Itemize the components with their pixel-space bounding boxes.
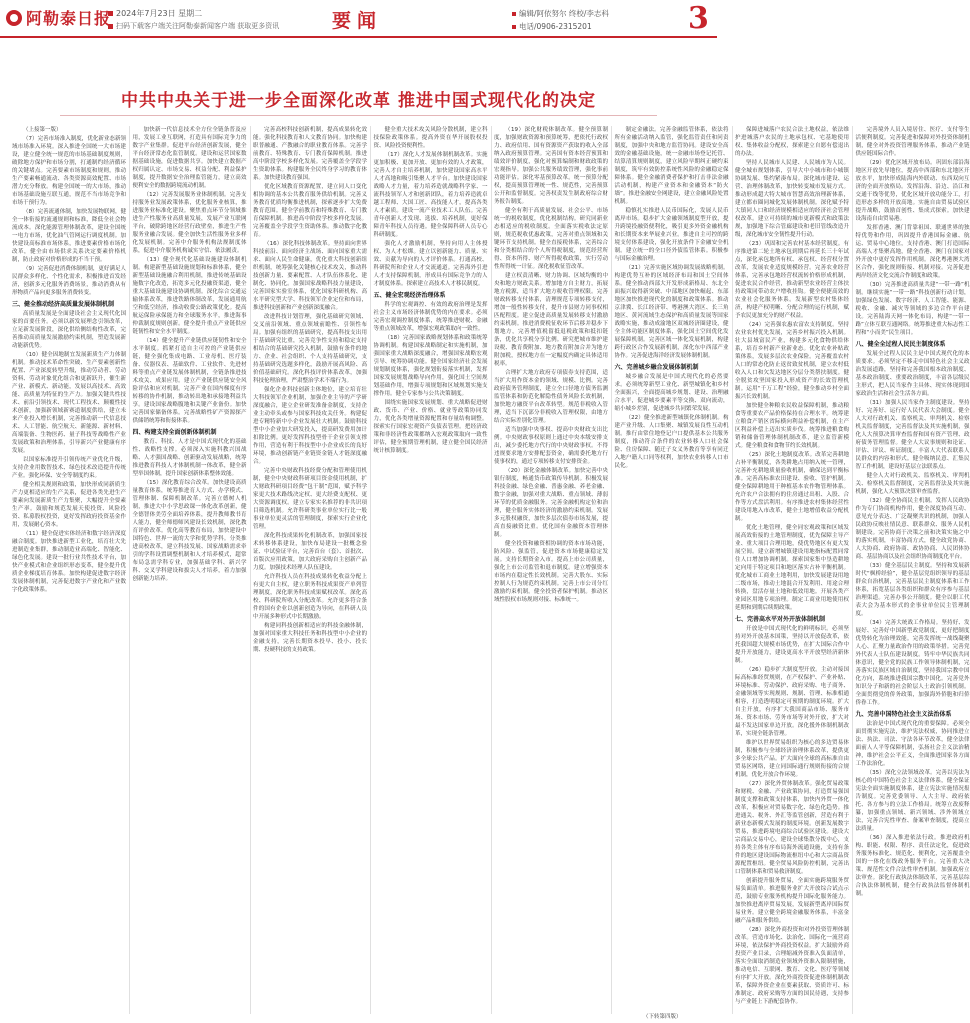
issue-date: 2024年7月23日 星期二	[108, 8, 202, 19]
section-subheading: 九、完善中国特色社会主义法治体系	[855, 711, 952, 718]
article-column	[615, 126, 729, 1014]
paragraph: 加快健全种粮农民收益保障机制，推动粮食等重要农产品价格保持在合理水平。统筹建立粮食产销区省际横向利益补偿机制，在主产区利益补偿上迈出实质步伐。统筹推进粮食购销和储备管理体制机制改革，建立监管新模式。健全粮食和食物节约长效机制。	[735, 403, 849, 449]
headline-divider	[60, 115, 657, 116]
paragraph: （35）深化立法领域改革。完善以宪法为核心的中国特色社会主义法律体系，健全保证宪法全面实施制度体系，建立宪法实施情况报告制度。完善党委领导、人大主导、政府依托、各方参与的立法工作格局。统筹立改废释纂，加强重点领域、新兴领域、涉外领域立法，完善合宪性审查、备案审查制度，提高立法质量。	[855, 770, 970, 832]
paragraph: 合理扩大地方政府专项债券支持范围，适当扩大用作资本金的领域、规模、比例。完善政府债务管理制度，建立全口径地方债务监测监管体系和防范化解隐性债务风险长效机制，加快地方融资平台改革转型。规范非税收入管理，适当下沉部分非税收入管理权限，由地方结合实际差别化管理。	[494, 370, 608, 424]
article-column	[253, 126, 367, 1014]
paragraph: （15）深化教育综合改革。加快建设高质量教育体系，统筹推进育人方式、办学模式、管理体制、保障机制改革。完善立德树人机制，推进大中小学思政课一体化改革创新，健全德智体美劳全面培养体系，提升教师教书育人能力，健全师德师风建设长效机制，深化教育评价改革。优化高等教育布局，加快建设中国特色、世界一流的大学和优势学科。分类推进高校改革，建立科技发展、国家战略需求牵引的学科设置调整机制和人才培养模式，超常布局急需学科专业，加强基础学科、新兴学科、交叉学科建设和拔尖人才培养，着力加强创新能力培养。	[132, 480, 247, 582]
paragraph: 高质量发展是全面建设社会主义现代化国家的首要任务。必须以新发展理念引领改革，立足新发展阶段，深化供给侧结构性改革，完善推动高质量发展激励约束机制，塑造发展新动能新优势。	[12, 311, 126, 349]
paragraph: 发展全过程人民民主是中国式现代化的本质要求。必须坚定不移走中国特色社会主义政治发展道路，坚持和完善我国根本政治制度、基本政治制度、重要政治制度，丰富各层级民主形式，把人民当家作主具体、现实体现到国家政治生活和社会生活各方面。	[855, 351, 970, 397]
paragraph: 城乡融合发展是中国式现代化的必然要求。必须统筹新型工业化、新型城镇化和乡村全面振兴，全面提高城乡规划、建设、治理融合水平，促进城乡要素平等交换、双向流动，缩小城乡差别，促进城乡共同繁荣发展。	[614, 374, 729, 412]
logo-emblem-icon	[6, 10, 22, 26]
paragraph: （13）健全现代化基础设施建设体制机制。构建新型基础设施规划和标准体系，健全新型基础设施融合利用机制，推进传统基础设施数字化改造，拓宽多元化投融资渠道，健全重大基础设施建设协调机制。深化综合交通运输体系改革，推进铁路体制改革，发展通用航空和低空经济，推动收费公路政策优化。提高航运保险承保能力和全球服务水平，推进海事仲裁制度规则创新。健全提升重点产业链供应链韧性和安全水平制度。	[132, 257, 247, 335]
newspaper-logo	[6, 6, 111, 29]
section-subheading: 四、构建支持全面创新体制机制	[132, 429, 217, 436]
paragraph: 法治是中国式现代化的重要保障。必须全面贯彻实施宪法，维护宪法权威，协同推进立法、执法、司法、守法各环节改革，健全法律面前人人平等保障机制，弘扬社会主义法治精神，维护社会公平正义，全面推进国家各方面工作法治化。	[855, 721, 970, 767]
paragraph: （24）完善强农惠农富农支持制度。坚持农业农村优先发展，完善乡村振兴投入机制。壮大县域富民产业，构建多元化食物供给体系，培育乡村新产业新业态。优化农业补贴政策体系，发展多层次农业保险。完善覆盖农村人口的常态化防止返贫致贫机制，建立农村低收入人口和欠发达地区分层分类帮扶制度。健全脱贫攻坚国家投入形成资产的长效管理机制。运用“千万工程”经验，健全推动乡村全面振兴长效机制。	[735, 322, 849, 400]
section-subheading: 八、健全全过程人民民主制度体系	[855, 341, 946, 348]
paragraph: （30）完善推进高质量共建“一带一路”机制。继续实施“一带一路”科技创新行动计划，加强绿色发展、数字经济、人工智能、能源、税收、金融、减灾等领域的多边合作平台建设。完善陆海天网一体化布局，构建“一带一路”立体互联互通网络。统筹推进重大标志性工程和“小而美”民生项目。	[855, 282, 970, 336]
paragraph: （36）深入推进依法行政。推进政府机构、职能、权限、程序、责任法定化，促进政务服务标准化、规范化、便利化，完善覆盖全国的一体化在线政务服务平台。完善重大决策、规范性文件合法性审查机制。加强政府立法审查。深化行政执法体制改革，完善基层综合执法体制机制，健全行政执法监督体制机制。	[855, 835, 970, 897]
paragraph: 健全相关规则和政策，加快形成同新质生产力更相适应的生产关系，促进各类先进生产要素向发展新质生产力集聚，大幅提升全要素生产率。鼓励和规范发展天使投资、风险投资、私募股权投资，更好发挥政府投资基金作用，发展耐心资本。	[12, 482, 126, 528]
paragraph: 优化土地管理，健全同宏观政策和区域发展高效衔接的土地管理制度，优先保障主导产业、重大项目合理用地，使优势地区有更大发展空间。建立新增城镇建设用地指标配置同常住人口增加协调机制。探索国家集中垦造耕地定向用于特定项目和地区落实占补平衡机制。优化城市工商业土地利用，加快发展建设用地二级市场，推动土地混合开发利用、用途合理转换，盘活存量土地和低效用地。开展各类产业园区用地专项治理。制定工商业用地使用权延期和到期后续期政策。	[735, 525, 849, 611]
paragraph: 构建同科技创新相适应的科技金融体制，加强对国家重大科技任务和科技型中小企业的金融支持，完善长期资本投早、投小、投长期、投硬科技的支持政策。	[253, 623, 367, 653]
paragraph: 健全有利于高质量发展、社会公平、市场统一的税收制度，优化税制结构。研究同新业态相适应的税收制度。全面落实税收法定原则，规范税收优惠政策，完善对重点领域和关键环节支持机制。健全直接税体系，完善综合和分类相结合的个人所得税制度，规范经营所得、资本所得、财产所得税收政策，实行劳动性所得统一计征。深化税收征管改革。	[494, 208, 608, 270]
paragraph: （32）健全协商民主机制。发挥人民政协作为专门协商机构作用，健全深度协商互动、意见充分表达、广泛凝聚共识的机制，加强人民政协反映社情民意、联系群众、服务人民机制建设。完善协商于决策之前和决策实施之中的落实机制，丰富协商方式，健全政党协商、人大协商、政府协商、政协协商、人民团体协商、基层协商以及社会组织协商制度化平台。	[855, 498, 970, 560]
article-column	[12, 126, 126, 1014]
paragraph: 加快新一代信息技术全方位全链条普及应用，发展工业互联网，打造具有国际竞争力的数字产业集群。促进平台经济创新发展，健全平台经济常态化监管制度。建设和运营国家数据基础设施，促进数据共享。加快建立数据产权归属认定、市场交易、权益分配、利益保护制度，提升数据安全治理监管能力，建立高效便利安全的数据跨境流动机制。	[132, 127, 247, 189]
column-divider	[491, 126, 492, 1014]
paragraph: 强化人才激励机制，坚持向用人主体授权、为人才松绑。建立以创新能力、质量、实效、贡献为导向的人才评价体系。打通高校、科研院所和企业人才交流通道。完善海外引进人才支持保障机制，形成具有国际竞争力的人才制度体系。探索建立高技术人才移民制度。	[373, 241, 488, 287]
section-title: 要闻	[332, 10, 383, 32]
article-column	[735, 126, 849, 1014]
subscribe-hint: 扫码下载客户端关注阿勒泰新闻客户端 获取更多资讯	[108, 21, 279, 31]
paragraph: （23）巩固和完善农村基本经营制度。有序推进第二轮土地承包到期后再延长三十年试点，深化承包地所有权、承包权、经营权分置改革，发展农业适度规模经营。完善农业经营体系，完善承包地经营权流转价格形成机制，促进农民合作经营，推动新型农业经营主体扶持政策同带动农户增收挂钩。健全便捷高效的农业社会化服务体系。发展新型农村集体经济，构建产权明晰、分配合理的运行机制，赋予农民更加充分的财产权益。	[735, 241, 849, 319]
paragraph: 完善中央财政科技经费分配和管理使用机制，健全中央财政科研项目资金使用机制，扩大财政科研项目经费“包干制”范围，赋予科学家更大技术路线决定权、更大经费支配权、更大资源调度权。建立专家实名推荐的非共识项目筛选机制。允许科研类事业单位实行比一般事业单位更灵活的管理制度，探索实行企业化管理。	[253, 468, 367, 530]
paragraph: 制定金融法。完善金融监管体系，依法将所有金融活动纳入监管，强化监管责任和问责制度，加强中央和地方监管协同。建设安全高效的金融基础设施，统一金融市场登记托管、结算清算规则制度，建立风险早期纠正硬约束制度，筑牢有效防控系统性风险的金融稳定保障体系。健全金融消费者保护和打击非法金融活动机制，构建产业资本和金融资本“防火墙”。推进金融安全网建设，建立金融风险处置机制。	[614, 127, 729, 205]
paragraph: 坚持人民城市人民建、人民城市为人民。健全城市规划体系，引导大中小城市和小城镇协调发展、集约紧凑布局。深化城市建设、运营、治理体制改革，加快转变城市发展方式。推动形成超大特大城市智慧高效治理新体系，建立都市圈同城化发展体制机制。深化赋予特大镇同人口和经济规模相适应的经济社会管理权改革。建立可持续的城市更新模式和政策法规，加强地下综合管廊建设和老旧管线改造升级，深化城市安全韧性提升行动。	[735, 160, 849, 238]
paragraph: （25）深化土地制度改革。改革完善耕地占补平衡制度，各类耕地占用纳入统一管理，完善补充耕地质量验收机制，确保达到平衡标准。完善高标准农田建设、验收、管护机制。健全保障耕地用于种植基本农作物管理体系。允许农户合法拥有的住房通过出租、入股、合作等方式盘活利用。有序推进农村集体经营性建设用地入市改革，健全土地增值收益分配机制。	[735, 452, 849, 522]
paragraph: 建立权责清晰、财力协调、区域均衡的中央和地方财政关系。增加地方自主财力，拓展地方税源，适当扩大地方税收管理权限。完善财政转移支付体系，清理规范专项转移支付，增加一般性转移支付，提升市县财力同事权相匹配程度。建立促进高质量发展转移支付激励约束机制。推进消费税征收环节后移并稳步下划地方，完善增值税留抵退税政策和抵扣链条，优化共享税分享比例。研究把城市维护建设税、教育费附加、地方教育附加合并为地方附加税，授权地方在一定幅度内确定具体适用税率。	[494, 273, 608, 367]
paragraph: （11）健全促进实体经济和数字经济深度融合制度。加快推进新型工业化，培育壮大先进制造业集群，推动制造业高端化、智能化、绿色化发展。建设一批行业共性技术平台，加快产业模式和企业组织形态变革，健全提升优质企业梯度培育体系。加快构建促进数字经济发展体制机制，完善促进数字产业化和产业数字化政策体系。	[12, 531, 126, 593]
paragraph: （14）健全提升产业链供应链韧性和安全水平制度。抓紧打造自主可控的产业链供应链，健全强化集成电路、工业母机、医疗装备、仪器仪表、基础软件、工业软件、先进材料等重点产业链发展体制机制，全链条推进技术攻关、成果应用。建立产业链供应链安全风险评估和应对机制。完善产业在国内梯度有序转移的协作机制，推动转出地和承接地利益共享。建设国家战略腹地和关键产业备份。加快完善国家储备体系。完善战略性矿产资源探产供储销统筹和衔接体系。	[132, 338, 247, 424]
paragraph: （26）稳步扩大制度型开放。主动对接国际高标准经贸规则，在产权保护、产业补贴、环境标准、劳动保护、政府采购、电子商务、金融领域等实现规则、规制、管理、标准相通相容，打造透明稳定可预期的制度环境。扩大自主开放，有序扩大我国商品市场、服务市场、资本市场、劳务市场等对外开放，扩大对最不发达国家单边开放。深化援外体制机制改革，实现全链条管理。	[735, 667, 849, 737]
article-column	[374, 126, 488, 1014]
column-divider	[732, 126, 733, 1014]
paragraph: （10）健全因地制宜发展新质生产力体制机制。推动技术革命性突破、生产要素创新性配置、产业深度转型升级，推动劳动者、劳动资料、劳动对象优化组合和更新跃升，催生新产业、新模式、新动能，发展以高技术、高效能、高质量为特征的生产力。加强关键共性技术、前沿引领技术、现代工程技术、颠覆性技术创新，加强新领域新赛道制度供给，建立未来产业投入增长机制，完善推动新一代信息技术、人工智能、航空航天、新能源、新材料、高端装备、生物医药、量子科技等战略性产业发展政策和治理体系，引导新兴产业健康有序发展。	[12, 352, 126, 454]
article-column	[133, 126, 247, 1014]
paragraph: 强化企业科技创新主体地位，建立培育壮大科技领军企业机制，加强企业主导的产学研深度融合，建立企业研发准备金制度，支持企业主动牵头或参与国家科技攻关任务。构建促进专精特新中小企业发展壮大机制。鼓励科技型中小企业加大研发投入，提高研发费用加计扣除比例。更好发挥科技型骨干企业引领支撑作用，营造有利于科技型中小企业成长的良好环境，推动创新链产业链资金链人才链深度融合。	[253, 387, 367, 465]
paragraph: （29）优化区域开放布局。巩固东部沿海地区开放先导地位，提高中西部和东北地区开放水平，加快形成陆海内外联动、东西双向互济的全面开放格局。发挥沿海、沿边、沿江和交通干线等优势，优化区域开放功能分工，打造形态多样的开放高地。实施自由贸易试验区提升战略，鼓励首创性、集成式探索。加快建设海南自由贸易港。	[855, 160, 970, 222]
paragraph: 允许科技人员在科技成果转化收益分配上有更大自主权，建立职务科技成果资产单列管理制度，深化职务科技成果赋权改革。深化高校、科研院所收入分配改革。允许更多符合条件的国有企业以创新创造为导向，在科研人员中开展多种形式中长期激励。	[253, 574, 367, 620]
section-subheading: 七、完善高水平对外开放体制机制	[735, 616, 826, 623]
paragraph: （33）健全基层民主制度。坚持和发展新时代“枫桥经验”，健全基层党组织领导的基层群众自治机制，完善基层民主制度体系和工作体系，拓宽基层各类组织和群众有序参与基层治理渠道。完善办事公开制度。健全以职工代表大会为基本形式的企事业单位民主管理制度。	[855, 563, 970, 617]
paper-name: 阿勒泰日报	[26, 9, 112, 28]
paragraph: 创新提升服务贸易，全面实施跨境服务贸易负面清单。推进服务业扩大开放综合试点示范，鼓励专业服务机构提升国际化服务能力。加快推进离岸贸易发展，发展新型离岸国际贸易业务。建立健全跨境金融服务体系，丰富金融产品和服务供给。	[735, 878, 849, 924]
section-subheading: 五、健全宏观经济治理体系	[373, 292, 446, 299]
paragraph: （21）完善实施区域协调发展战略机制。构建优势互补的区域经济布局和国土空间体系。健全推动西部大开发形成新格局、东北全面振兴取得新突破、中部地区加快崛起、东部地区加快推进现代化的制度和政策体系。推动京津冀、长江经济带、粤港澳大湾区、长三角地区、黄河流域生态保护和高质量发展等国家战略实施，推动成渝地区双城经济圈建设，健全主体功能区制度体系，强化国土空间优化发展保障机制。完善区域一体化发展机制，构建跨行政区合作发展新机制，深化东中西部产业协作。完善促进海洋经济发展体制机制。	[614, 265, 729, 359]
article-column	[856, 126, 970, 1008]
paragraph: 发挥香港、澳门背靠祖国、联通世界的独特优势和作用，巩固提升香港国际金融、航运、贸易中心地位，支持香港、澳门打造国际高端人才集聚高地，健全香港、澳门在国家对外开放中更好发挥作用机制。深化粤港澳大湾区合作，强化规则衔接、机制对接。完善促进两岸经济文化交流合作制度和政策。	[855, 225, 970, 279]
paragraph: （16）深化科技体制改革。坚持面向世界科技前沿、面向经济主战场、面向国家重大需求、面向人民生命健康，优化重大科技创新组织机制，统筹强化关键核心技术攻关，推动科技创新力量、要素配置、人才队伍体系化、建制化、协同化。加强国家战略科技力量建设，完善国家实验室体系，优化国家科研机构、高水平研究型大学、科技领军企业定位和布局，推进科技创新和产业创新深度融合。	[253, 241, 367, 311]
paragraph: 维护以世界贸易组织为核心的多边贸易体制，积极参与全球经济治理体系改革，提供更多全球公共产品。扩大面向全球的高标准自由贸易区网络，建立同国际通行规则衔接的合规机制，优化开放合作环境。	[735, 740, 849, 778]
article-column	[494, 126, 608, 1014]
paragraph: 保障进城落户农民合法土地权益，依法维护进城落户农民的土地承包权、宅基地使用权、集体收益分配权，探索建立自愿有偿退出的办法。	[735, 127, 849, 157]
paragraph: （22）健全推进新型城镇化体制机制。构建产业升级、人口集聚、城镇发展良性互动机制。推行由常住地登记户口提供基本公共服务制度，推动符合条件的农业转移人口社会保险、住房保障、随迁子女义务教育等享有同迁入地户籍人口同等权利，加快农业转移人口市民化。	[614, 415, 729, 469]
column-divider	[611, 126, 612, 1014]
paragraph: 适当加强中央事权、提高中央财政支出比例。中央财政事权原则上通过中央本级安排支出，减少委托地方代行的中央财政事权。不得违规要求地方安排配套资金，确需委托地方行使事权的，通过专项转移支付安排资金。	[494, 427, 608, 465]
paragraph: （20）深化金融体制改革。加快完善中央银行制度，畅通货币政策传导机制。积极发展科技金融、绿色金融、普惠金融、养老金融、数字金融，加强对重大战略、重点领域、薄弱环节的优质金融服务。完善金融机构定位和治理，健全服务实体经济的激励约束机制。发展多元股权融资，加快多层次债券市场发展，提高直接融资比重。优化国有金融资本管理体制。	[494, 468, 608, 538]
paragraph: （17）深化人才发展体制机制改革。实施更加积极、更加开放、更加有效的人才政策，完善人才自主培养机制，加快建设国家高水平人才高地和吸引集聚人才平台。加快建设国家战略人才力量，着力培养造就战略科学家、一流科技领军人才和创新团队，着力培养造就卓越工程师、大国工匠、高技能人才，提高各类人才素质。建设一流产业技术工人队伍。完善青年创新人才发现、选拔、培养机制，更好保障青年科技人员待遇。健全保障科研人员专心科研制度。	[373, 152, 488, 238]
paragraph: 优化区域教育资源配置，建立同人口变化相协调的基本公共教育服务供给机制。完善义务教育优质均衡推进机制，探索逐步扩大免费教育范围。健全学前教育和特殊教育、专门教育保障机制。推进高中阶段学校多样化发展。完善覆盖全学段学生资助体系。推动数字化教育。	[253, 184, 367, 238]
paragraph: 深化科技成果转化机制改革，加强国家技术转移体系建设，加快布局建设一批概念验证、中试验证平台，完善首台（套）、首批次、首版次应用政策，加大政府采购自主创新产品力度。加强技术经理人队伍建设。	[253, 533, 367, 571]
paragraph: 科学的宏观调控、有效的政府治理是发挥社会主义市场经济体制优势的内在要求。必须完善宏观调控制度体系，统筹推进财税、金融等重点领域改革，增强宏观政策取向一致性。	[373, 302, 488, 332]
paragraph: 稳慎扎实推进人民币国际化，发展人民币离岸市场。稳步扩大金融领域制度型开放，提升跨境投融资便利化，吸引更多外资金融机构和长期资本来华展业兴业。推进自主可控的跨境支付体系建设，强化开放条件下金融安全机制。建立统一的全口径外债监管体系。积极参与国际金融治理。	[614, 208, 729, 262]
article-headline: 中共中央关于进一步全面深化改革 推进中国式现代化的决定	[121, 91, 596, 111]
section-subheading: 六、完善城乡融合发展体制机制	[614, 364, 699, 371]
paragraph: 围绕实施国家发展规划、重大战略促进财政、货币、产业、价格、就业等政策协同发力，优化各类增量资源配置和存量结构调整。探索实行国家宏观资产负债表管理。把经济政策和非经济性政策都纳入宏观政策取向一致性评估，健全预期管理机制，建立健全国民经济统计核算制度。	[373, 400, 488, 454]
paragraph: （19）深化财税体制改革。健全预算制度，加强财政资源和预算统筹，把依托行政权力、政府信用、国有资源资产获取的收入全部纳入政府预算管理。完善国有资本经营预算和绩效评价制度，强化对预算编制和财政政策的宏观指导。加强公共服务绩效管理，强化事前功能评估。深化零基预算改革。统一预算分配权，提高预算管理统一性、规范性，完善预算公开和监督制度。完善权责发生制政府综合财务报告制度。	[494, 127, 608, 205]
paragraph: （27）深化外贸体制改革。强化贸易政策和财税、金融、产业政策协同，打造贸易强国制度支撑和政策支持体系，加快内外贸一体化改革，积极应对贸易数字化、绿色化趋势。推进通关、税务、外汇等监管创新，营造有利于新业态新模式发展的制度环境。创新发展数字贸易，推进跨境电商综合试验区建设。建设大宗商品交易中心，建设全球集散分拨中心，支持各类主体有序布局海外流通设施，支持有条件的地区建设国际物流枢纽中心和大宗商品资源配置枢纽。健全贸易风险防控机制，完善出口管制体系和贸易救济制度。	[735, 781, 849, 875]
column-divider	[129, 126, 130, 1014]
paragraph: 以国家标准提升引领传统产业优化升级，支持企业用数智技术、绿色技术改造提升传统产业。强化环保、安全等制度约束。	[12, 457, 126, 479]
paragraph: （12）完善发展服务业体制机制。完善支持服务业发展政策体系，优化服务业核算，推进服务业标准化建设。聚焦重点环节分领域推进生产性服务业高质量发展，发展产业互联网平台，破除跨地区经营行政壁垒，推进生产性服务业融合发展。健全加快生活性服务业多样化发展机制。完善中介服务机构法规制度体系，促进中介服务机构诚实守信、依法履责。	[132, 192, 247, 254]
column-divider	[370, 126, 371, 1014]
editors-credit: 编辑/阿依努尔 终校/李志科	[512, 8, 609, 19]
section-subheading: 三、健全推动经济高质量发展体制机制	[12, 301, 115, 308]
paragraph: （上接第一版）	[23, 127, 62, 133]
column-divider	[250, 126, 251, 1014]
paragraph: （8）完善流通体制，加快发展物联网，健全一体衔接的流通规则和标准，降低全社会物流成本。深化能源管理体制改革，建设全国统一电力市场，优化油气管网运行调度机制。加快建设高标准市场体系，推进要素价格市场化改革，健全由市场供求关系决定要素价格机制，防止政府对价格形成的不当干预。	[12, 209, 126, 263]
masthead	[0, 0, 717, 38]
page-number: 3	[688, 1, 709, 36]
paragraph: 健全投资和融资相协调的资本市场功能，防风险、强监管，促进资本市场健康稳定发展。支持长期资金入市。提高上市公司质量，强化上市公司监管和退市制度。建立增强资本市场内在稳定性长效机制。完善大股东、实际控制人行为规范约束机制。完善上市公司分红激励约束机制。健全投资者保护机制。推动区域性股权市场规则对接、标准统一。	[494, 541, 608, 603]
paragraph: （7）完善市场准入制度，优化新业态新领域市场准入环境。深入推进全国统一大市场建设，建立健全统一规范的市场基础制度规则，破除地方保护和市场分割，打通制约经济循环的关键堵点。完善要素市场制度和规则，推动生产要素畅通流动、各类资源高效配置、市场潜力充分释放。构建全国统一的大市场，推动市场基础设施互联互通，规范不当市场竞争和市场干预行为。	[12, 136, 126, 206]
paragraph: 改进科技计划管理，强化基础研究领域、交叉前沿领域、重点领域前瞻性、引领性布局。加强有组织的基础研究，提高科技支出用于基础研究比重，完善竞争性支持和稳定支持相结合的基础研究投入机制，鼓励有条件的地方、企业、社会组织、个人支持基础研究，支持基础研究选题多样化，鼓励开展高风险、高价值基础研究。深化科技评价体系改革，加强科技伦理治理，严肃整治学术不端行为。	[253, 314, 367, 384]
paragraph: （18）完善国家战略规划体系和政策统筹协调机制。构建国家战略制定和实施机制，加强国家重大战略深度融合，增强国家战略宏观引导、统筹协调功能。健全国家经济社会发展规划制度体系，强化规划衔接落实机制，发挥国家发展规划战略导向作用，强化国土空间规划基础作用，增强专项规划和区域规划实施支撑作用。健全专家参与公共决策制度。	[373, 335, 488, 397]
continued-note: （下转第四版）	[643, 1014, 682, 1020]
paragraph: 教育、科技、人才是中国式现代化的基础性、战略性支撑。必须深入实施科教兴国战略、人才强国战略、创新驱动发展战略，统筹推进教育科技人才体制机制一体改革，健全新型举国体制，提升国家创新体系整体效能。	[132, 439, 247, 477]
paragraph: 健全人大对行政机关、监察机关、审判机关、检察机关监督制度，完善监督法及其实施机制，强化人大预算决算审查监督。	[855, 473, 970, 495]
paragraph: （34）完善大统战工作格局。坚持好、发展好、完善好中国新型政党制度，更好把制度优势转化为治理效能。完善发挥统一战线凝聚人心、汇聚力量政治作用的政策举措。完善党外代表人士队伍建设制度。铸牢中华民族共同体意识，健全党的民族工作领导体制机制，完善落实民族区域自治制度，坚持我国宗教中国化方向，系统推进我国宗教中国化。完善党外知识分子和新的社会阶层人士政治引领机制。全面贯彻党的侨务政策，加强海外侨胞和归侨侨眷工作。	[855, 620, 970, 706]
paragraph: 开放是中国式现代化的鲜明标识。必须坚持对外开放基本国策，坚持以开放促改革，依托我国超大规模市场优势，在扩大国际合作中提升开放能力，建设更高水平开放型经济新体制。	[735, 626, 849, 664]
paragraph: （31）加强人民当家作主制度建设。坚持好、完善好、运行好人民代表大会制度。健全人大对行政机关、监察机关、审判机关、检察机关监督制度，完善监督法及其实施机制，强化人大预算决算审查监督和国有资产管理、政府债务管理监督。健全人大议事规则和论证、评估、评议、听证制度。丰富人大代表联系人民群众的内容和形式。健全吸纳民意、汇集民智工作机制，建设好基层立法联系点。	[855, 400, 970, 470]
contact-line: 电话/0906-2315201	[512, 21, 592, 32]
paragraph: 完善境外人员入境居住、医疗、支付等生活便利制度。完善促进和保障对外投资体制机制，健全对外投资管理服务体系，推动产业链供应链国际合作。	[855, 127, 970, 157]
masthead-divider	[0, 36, 717, 38]
column-divider	[852, 126, 853, 1014]
paragraph: 健全重大技术攻关风险分散机制，建立科技保险政策体系。提高外资在华开展股权投资、风险投资便利性。	[373, 127, 488, 149]
paragraph: （28）深化外商投资和对外投资管理体制改革。营造市场化、法治化、国际化一流营商环境，依法保护外商投资权益。扩大鼓励外商投资产业目录，合理缩减外资准入负面清单，落实全面取消制造业领域外资准入限制措施，推动电信、互联网、教育、文化、医疗等领域有序扩大开放。深化外商投资促进体制机制改革，保障外资企业在要素获取、资质许可、标准制定、政府采购等方面的国民待遇，支持参与产业链上下游配套协作。	[735, 927, 849, 1005]
paragraph: 完善高校科技创新机制，提高成果转化效能。强化科技教育和人文教育协同。加快构建职普融通、产教融合的职业教育体系。完善学前教育、特殊教育、专门教育保障机制。推进高中阶段学校多样化发展。完善覆盖全学段学生资助体系。构建服务全民终身学习的教育体系。加快建设教育强国。	[253, 127, 367, 181]
paragraph: （9）完善促进消费体制机制，更好满足人民群众多样化、个性化需求，积极推进首发经济，创新多元化服务消费场景，推动消费从有形物质产品向更多服务消费转变。	[12, 266, 126, 296]
